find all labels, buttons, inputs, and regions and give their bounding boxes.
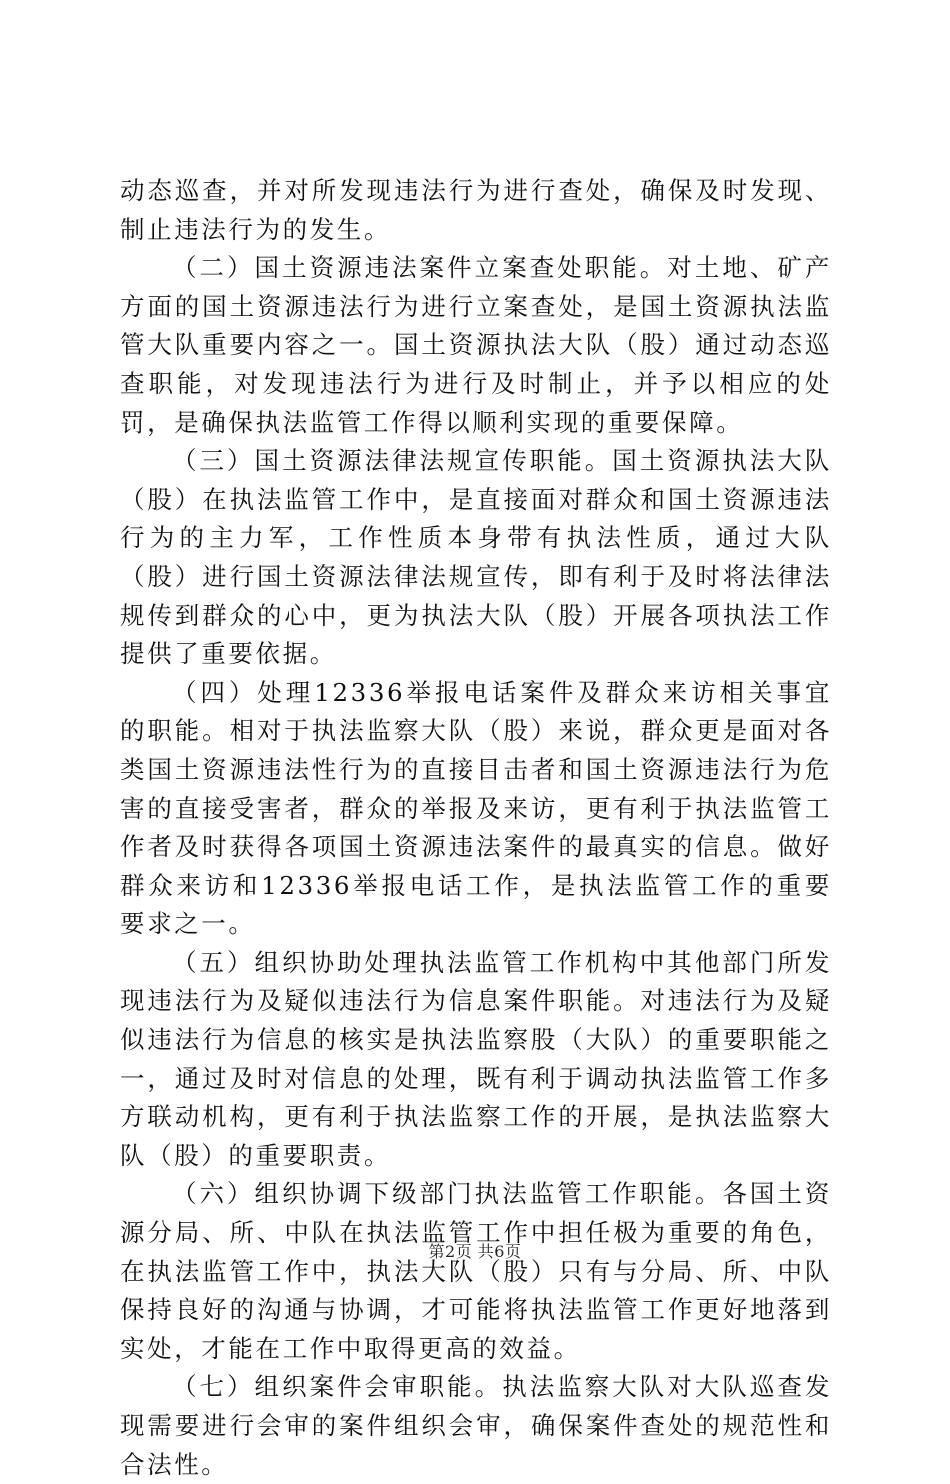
page-footer	[0, 1242, 950, 1262]
paragraph-item-2: （二）国土资源违法案件立案查处职能。对土地、矿产方面的国土资源违法行为进行立案查处，是国土资源执法监管大队重要内容之一。国土资源执法大队（股）通过动态巡查职能，对发现违法行为进行及时制止，并予以相应的处罚，是确保执法监管工作得以顺利实现的重要保障。	[120, 253, 832, 437]
paragraph-item-6: （六）组织协调下级部门执法监管工作职能。各国土资源分局、所、中队在执法监管工作中担任极为重要的角色，在执法监管工作中，执法大队（股）只有与分局、所、中队保持良好的沟通与协调，才可能将执法监管工作更好地落到实处，才能在工作中取得更高的效益。	[120, 1179, 832, 1363]
paragraph-item-3: （三）国土资源法律法规宣传职能。国土资源执法大队（股）在执法监管工作中，是直接面对群众和国土资源违法行为的主力军，工作性质本身带有执法性质，通过大队（股）进行国土资源法律法规宣传，即有利于及时将法律法规传到群众的心中，更为执法大队（股）开展各项执法工作提供了重要依据。	[120, 446, 832, 669]
paragraph-item-4: （四）处理12336举报电话案件及群众来访相关事宜的职能。相对于执法监察大队（股）来说，群众更是面对各类国土资源违法性行为的直接目击者和国土资源违法行为危害的直接受害者，群众的举报及来访，更有利于执法监管工作者及时获得各项国土资源违法案件的最真实的信息。做好群众来访和12336举报电话工作，是执法监管工作的重要要求之一。	[120, 677, 832, 939]
paragraph-item-5: （五）组织协助处理执法监管工作机构中其他部门所发现违法行为及疑似违法行为信息案件职能。对违法行为及疑似违法行为信息的核实是执法监察股（大队）的重要职能之一，通过及时对信息的处理，既有利于调动执法监管工作多方联动机构，更有利于执法监察工作的开展，是执法监察大队（股）的重要职责。	[120, 947, 832, 1170]
paragraph-continued: 动态巡查，并对所发现违法行为进行查处，确保及时发现、制止违法行为的发生。	[120, 176, 832, 244]
document-body	[120, 172, 832, 1484]
page-number-label: 第2页 共6页	[428, 1242, 522, 1261]
paragraph-item-7: （七）组织案件会审职能。执法监察大队对大队巡查发现需要进行会审的案件组织会审，确保案件查处的规范性和合法性。	[120, 1372, 832, 1479]
